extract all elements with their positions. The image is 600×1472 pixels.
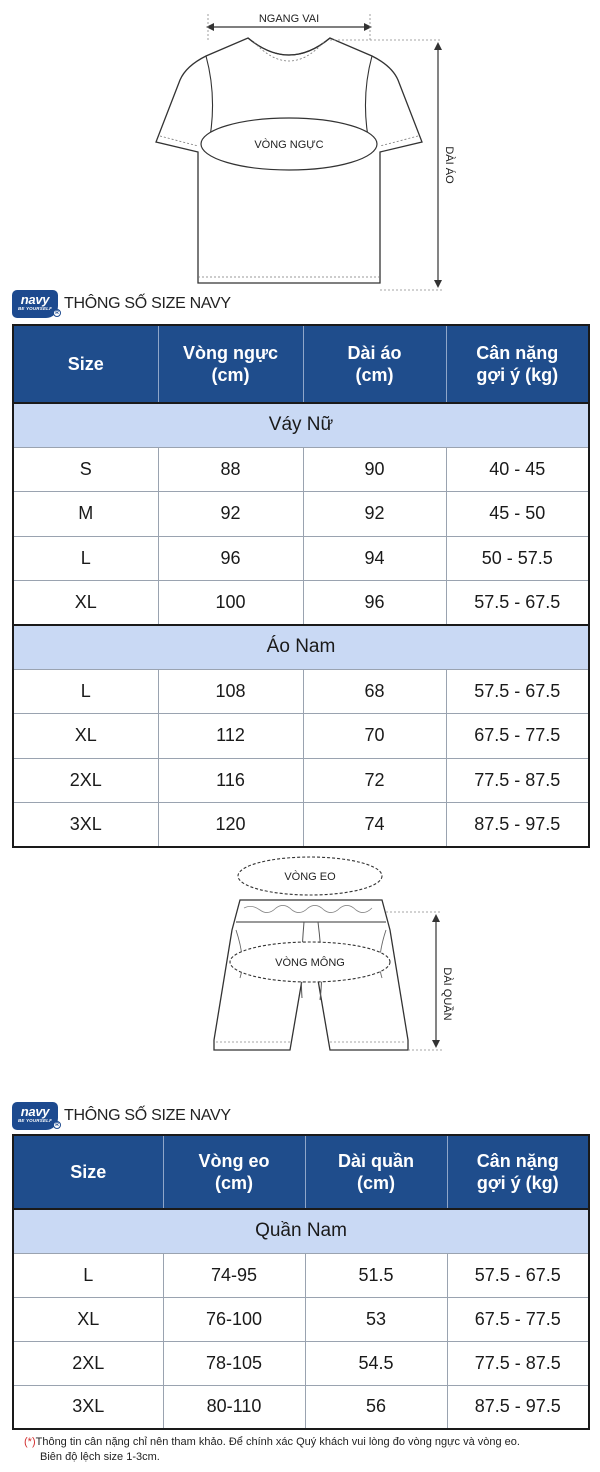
table-row bbox=[13, 1297, 589, 1341]
table-cell: 77.5 - 87.5 bbox=[446, 758, 589, 803]
shirt-diagram bbox=[0, 0, 600, 295]
table-cell: 94 bbox=[303, 536, 446, 581]
shoulder-label: NGANG VAI bbox=[258, 13, 320, 25]
footnote bbox=[24, 1435, 594, 1465]
table-cell: 2XL bbox=[13, 758, 158, 803]
header-weight: Cân nặng gợi ý (kg) bbox=[447, 1135, 589, 1209]
waist-label: VÒNG EO bbox=[284, 871, 336, 883]
table-cell: 88 bbox=[158, 447, 303, 492]
table-cell: 100 bbox=[158, 581, 303, 626]
header-waist: Vòng eo (cm) bbox=[163, 1135, 305, 1209]
table-cell: 54.5 bbox=[305, 1341, 447, 1385]
brand-title: THÔNG SỐ SIZE NAVY bbox=[64, 295, 231, 312]
table-cell: 96 bbox=[303, 581, 446, 626]
group-row bbox=[13, 625, 589, 669]
table-cell: 2XL bbox=[13, 1341, 163, 1385]
table-cell: 96 bbox=[158, 536, 303, 581]
table-cell: 45 - 50 bbox=[446, 492, 589, 537]
table-cell: L bbox=[13, 536, 158, 581]
header-length: Dài áo (cm) bbox=[303, 325, 446, 403]
table-cell: 68 bbox=[303, 669, 446, 714]
table-cell: 90 bbox=[303, 447, 446, 492]
shorts-diagram bbox=[0, 850, 600, 1105]
header-length: Dài quần (cm) bbox=[305, 1135, 447, 1209]
bottom-size-table bbox=[12, 1134, 590, 1430]
group-row bbox=[13, 403, 589, 447]
group-row bbox=[13, 1209, 589, 1253]
table-row bbox=[13, 581, 589, 626]
table-row bbox=[13, 492, 589, 537]
arrow-down-icon bbox=[434, 280, 442, 288]
registered-icon: R bbox=[53, 1121, 61, 1129]
group-title: Áo Nam bbox=[13, 625, 589, 669]
table-cell: 67.5 - 77.5 bbox=[446, 714, 589, 759]
table-cell: 76-100 bbox=[163, 1297, 305, 1341]
table-cell: L bbox=[13, 669, 158, 714]
table-cell: 3XL bbox=[13, 803, 158, 848]
table-row bbox=[13, 1253, 589, 1297]
table-cell: 87.5 - 97.5 bbox=[446, 803, 589, 848]
shirt-illustration bbox=[0, 0, 600, 295]
table-cell: 57.5 - 67.5 bbox=[446, 581, 589, 626]
table-row bbox=[13, 1341, 589, 1385]
table-row bbox=[13, 803, 589, 848]
navy-logo: navy BE YOURSELF R bbox=[12, 290, 58, 318]
table-cell: 50 - 57.5 bbox=[446, 536, 589, 581]
table-cell: 120 bbox=[158, 803, 303, 848]
brand-title: THÔNG SỐ SIZE NAVY bbox=[64, 1107, 231, 1124]
table-cell: M bbox=[13, 492, 158, 537]
shorts-illustration bbox=[0, 850, 600, 1105]
table-cell: 78-105 bbox=[163, 1341, 305, 1385]
table-cell: 80-110 bbox=[163, 1385, 305, 1429]
arrow-left-icon bbox=[206, 23, 214, 31]
arrow-down-icon bbox=[432, 1040, 440, 1048]
shirt-length-label: DÀI ÁO bbox=[443, 146, 455, 184]
table-cell: 74 bbox=[303, 803, 446, 848]
shorts-length-label: DÀI QUẦN bbox=[441, 967, 453, 1021]
table-row bbox=[13, 714, 589, 759]
table-cell: XL bbox=[13, 1297, 163, 1341]
header-size: Size bbox=[13, 1135, 163, 1209]
header-chest: Vòng ngực (cm) bbox=[158, 325, 303, 403]
arrow-up-icon bbox=[432, 914, 440, 922]
table-cell: 56 bbox=[305, 1385, 447, 1429]
table-cell: L bbox=[13, 1253, 163, 1297]
table-cell: XL bbox=[13, 581, 158, 626]
table-cell: 74-95 bbox=[163, 1253, 305, 1297]
footnote-line-2: Biên độ lệch size 1-3cm. bbox=[40, 1451, 160, 1463]
table-header-row bbox=[13, 1135, 589, 1209]
chest-label: VÒNG NGỰC bbox=[254, 139, 324, 151]
table-row bbox=[13, 758, 589, 803]
table-cell: S bbox=[13, 447, 158, 492]
hip-label: VÒNG MÔNG bbox=[275, 957, 345, 969]
arrow-up-icon bbox=[434, 42, 442, 50]
table-header-row bbox=[13, 325, 589, 403]
table-row bbox=[13, 536, 589, 581]
table-cell: 87.5 - 97.5 bbox=[447, 1385, 589, 1429]
table-cell: 116 bbox=[158, 758, 303, 803]
table-cell: 57.5 - 67.5 bbox=[446, 669, 589, 714]
group-title: Váy Nữ bbox=[13, 403, 589, 447]
table-cell: 112 bbox=[158, 714, 303, 759]
header-size: Size bbox=[13, 325, 158, 403]
arrow-right-icon bbox=[364, 23, 372, 31]
table-cell: 72 bbox=[303, 758, 446, 803]
table-cell: 67.5 - 77.5 bbox=[447, 1297, 589, 1341]
table-cell: 3XL bbox=[13, 1385, 163, 1429]
table-cell: 51.5 bbox=[305, 1253, 447, 1297]
table-cell: XL bbox=[13, 714, 158, 759]
table-row bbox=[13, 1385, 589, 1429]
brand-header-bottom bbox=[12, 1101, 231, 1131]
footnote-marker: (*) bbox=[24, 1436, 36, 1448]
table-cell: 57.5 - 67.5 bbox=[447, 1253, 589, 1297]
table-row bbox=[13, 669, 589, 714]
brand-header-top bbox=[12, 289, 231, 319]
table-cell: 92 bbox=[158, 492, 303, 537]
table-cell: 108 bbox=[158, 669, 303, 714]
registered-icon: R bbox=[53, 309, 61, 317]
table-cell: 77.5 - 87.5 bbox=[447, 1341, 589, 1385]
group-title: Quần Nam bbox=[13, 1209, 589, 1253]
table-cell: 70 bbox=[303, 714, 446, 759]
table-cell: 40 - 45 bbox=[446, 447, 589, 492]
footnote-line-1: Thông tin cân nặng chỉ nên tham khảo. Để chính xác Quý khách vui lòng đo vòng ngực và vòng eo. bbox=[35, 1436, 520, 1448]
table-cell: 53 bbox=[305, 1297, 447, 1341]
header-weight: Cân nặng gợi ý (kg) bbox=[446, 325, 589, 403]
top-size-table bbox=[12, 324, 590, 848]
navy-logo: navy BE YOURSELF R bbox=[12, 1102, 58, 1130]
table-cell: 92 bbox=[303, 492, 446, 537]
table-row bbox=[13, 447, 589, 492]
